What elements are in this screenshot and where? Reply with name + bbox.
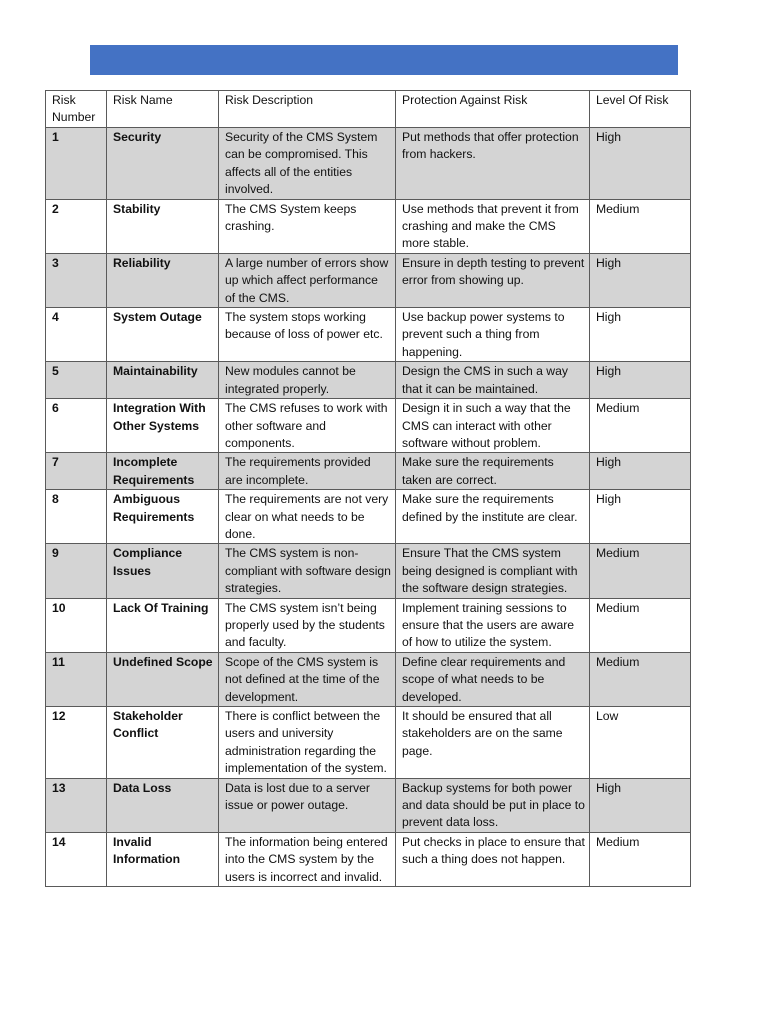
protection-cell: Design the CMS in such a way that it can be maintained. (396, 362, 590, 399)
protection-cell: Use methods that prevent it from crashing and make the CMS more stable. (396, 199, 590, 253)
risk-name-cell: Lack Of Training (107, 598, 219, 652)
column-header-protection: Protection Against Risk (396, 91, 590, 128)
risk-description-cell: The CMS system is non-compliant with software design strategies. (219, 544, 396, 598)
header-color-bar (90, 45, 678, 75)
risk-level-cell: High (590, 128, 691, 200)
risk-number-cell: 8 (46, 490, 107, 544)
column-header-level: Level Of Risk (590, 91, 691, 128)
column-header-risk-name: Risk Name (107, 91, 219, 128)
risk-level-cell: Medium (590, 544, 691, 598)
risk-level-cell: Medium (590, 598, 691, 652)
risk-description-cell: There is conflict between the users and university administration regarding the implementation of the system. (219, 707, 396, 779)
risk-name-cell: Security (107, 128, 219, 200)
risk-description-cell: A large number of errors show up which affect performance of the CMS. (219, 253, 396, 307)
table-row (46, 399, 691, 453)
risk-level-cell: High (590, 778, 691, 832)
table-row (46, 544, 691, 598)
protection-cell: Make sure the requirements defined by the institute are clear. (396, 490, 590, 544)
table-row (46, 598, 691, 652)
risk-level-cell: Low (590, 707, 691, 779)
risk-description-cell: The CMS System keeps crashing. (219, 199, 396, 253)
risk-name-cell: Incomplete Requirements (107, 453, 219, 490)
risk-level-cell: High (590, 453, 691, 490)
table-row (46, 453, 691, 490)
risk-description-cell: Data is lost due to a server issue or power outage. (219, 778, 396, 832)
protection-cell: Implement training sessions to ensure that the users are aware of how to utilize the system. (396, 598, 590, 652)
risk-description-cell: The requirements are not very clear on what needs to be done. (219, 490, 396, 544)
risk-number-cell: 10 (46, 598, 107, 652)
risk-table-body (46, 128, 691, 887)
risk-number-cell: 9 (46, 544, 107, 598)
risk-level-cell: High (590, 253, 691, 307)
table-header-row (46, 91, 691, 128)
risk-name-cell: Ambiguous Requirements (107, 490, 219, 544)
protection-cell: Use backup power systems to prevent such a thing from happening. (396, 308, 590, 362)
risk-number-cell: 4 (46, 308, 107, 362)
protection-cell: Ensure in depth testing to prevent error from showing up. (396, 253, 590, 307)
table-row (46, 128, 691, 200)
table-row (46, 308, 691, 362)
risk-table (45, 90, 691, 887)
risk-description-cell: The CMS system isn’t being properly used by the students and faculty. (219, 598, 396, 652)
risk-number-cell: 3 (46, 253, 107, 307)
protection-cell: Make sure the requirements taken are correct. (396, 453, 590, 490)
risk-description-cell: The CMS refuses to work with other software and components. (219, 399, 396, 453)
protection-cell: Design it in such a way that the CMS can interact with other software without problem. (396, 399, 590, 453)
table-row (46, 778, 691, 832)
risk-number-cell: 13 (46, 778, 107, 832)
protection-cell: Put methods that offer protection from hackers. (396, 128, 590, 200)
risk-level-cell: High (590, 490, 691, 544)
risk-name-cell: Reliability (107, 253, 219, 307)
risk-name-cell: Compliance Issues (107, 544, 219, 598)
risk-description-cell: The requirements provided are incomplete. (219, 453, 396, 490)
risk-number-cell: 12 (46, 707, 107, 779)
risk-name-cell: Stakeholder Conflict (107, 707, 219, 779)
table-row (46, 707, 691, 779)
risk-name-cell: Undefined Scope (107, 652, 219, 706)
risk-number-cell: 14 (46, 832, 107, 886)
risk-name-cell: Maintainability (107, 362, 219, 399)
column-header-risk-description: Risk Description (219, 91, 396, 128)
risk-level-cell: High (590, 362, 691, 399)
table-row (46, 832, 691, 886)
table-row (46, 652, 691, 706)
protection-cell: It should be ensured that all stakeholders are on the same page. (396, 707, 590, 779)
risk-name-cell: Integration With Other Systems (107, 399, 219, 453)
protection-cell: Backup systems for both power and data should be put in place to prevent data loss. (396, 778, 590, 832)
table-row (46, 253, 691, 307)
risk-level-cell: Medium (590, 199, 691, 253)
risk-number-cell: 7 (46, 453, 107, 490)
protection-cell: Ensure That the CMS system being designed is compliant with the software design strategies. (396, 544, 590, 598)
risk-level-cell: High (590, 308, 691, 362)
risk-name-cell: Data Loss (107, 778, 219, 832)
risk-level-cell: Medium (590, 832, 691, 886)
protection-cell: Define clear requirements and scope of what needs to be developed. (396, 652, 590, 706)
risk-description-cell: The system stops working because of loss of power etc. (219, 308, 396, 362)
risk-number-cell: 1 (46, 128, 107, 200)
risk-number-cell: 11 (46, 652, 107, 706)
risk-number-cell: 6 (46, 399, 107, 453)
risk-name-cell: Stability (107, 199, 219, 253)
protection-cell: Put checks in place to ensure that such a thing does not happen. (396, 832, 590, 886)
risk-number-cell: 2 (46, 199, 107, 253)
risk-name-cell: System Outage (107, 308, 219, 362)
table-row (46, 362, 691, 399)
risk-description-cell: The information being entered into the CMS system by the users is incorrect and invalid. (219, 832, 396, 886)
column-header-risk-number: Risk Number (46, 91, 107, 128)
risk-description-cell: Security of the CMS System can be compromised. This affects all of the entities involved. (219, 128, 396, 200)
table-row (46, 490, 691, 544)
risk-level-cell: Medium (590, 652, 691, 706)
risk-description-cell: Scope of the CMS system is not defined at the time of the development. (219, 652, 396, 706)
risk-number-cell: 5 (46, 362, 107, 399)
table-row (46, 199, 691, 253)
risk-description-cell: New modules cannot be integrated properly. (219, 362, 396, 399)
risk-level-cell: Medium (590, 399, 691, 453)
risk-name-cell: Invalid Information (107, 832, 219, 886)
